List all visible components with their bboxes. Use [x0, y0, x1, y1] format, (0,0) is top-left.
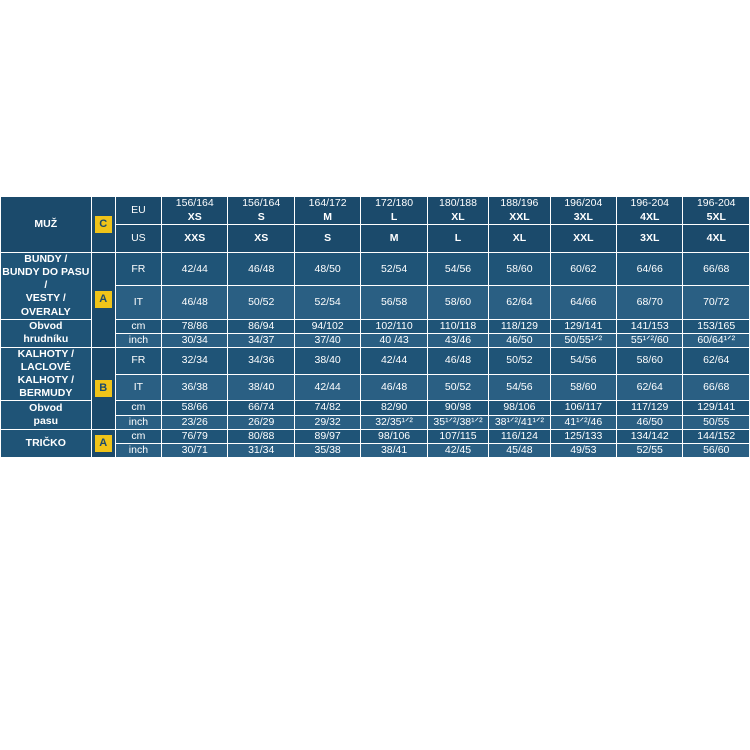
row-unit: FR: [115, 347, 161, 374]
column-header-eu-5: [489, 197, 550, 225]
cell-value: 30/34: [162, 333, 228, 347]
cell-value: 38/40: [294, 347, 360, 374]
cell-value: 46/50: [489, 333, 550, 347]
cell-value: 80/88: [228, 429, 294, 443]
column-header-eu-1: [228, 197, 294, 225]
group-badge-cell-0: [91, 253, 115, 348]
cell-value: 102/110: [361, 319, 427, 333]
cell-value: 64/66: [550, 286, 616, 319]
cell-value: 58/60: [550, 374, 616, 401]
cell-value: 49/53: [550, 443, 616, 457]
cell-value: 35¹ᐟ²/38¹ᐟ²: [427, 415, 488, 429]
column-height-8: 196-204: [683, 197, 749, 210]
cell-value: 68/70: [617, 286, 683, 319]
cell-value: 34/37: [228, 333, 294, 347]
group-badge-cell-2: [91, 429, 115, 457]
cell-value: 46/48: [427, 347, 488, 374]
column-header-eu-8: [683, 197, 750, 225]
column-size-eu-1: S: [257, 210, 265, 223]
cell-value: 118/129: [489, 319, 550, 333]
cell-value: 46/50: [617, 415, 683, 429]
column-header-eu-2: [294, 197, 360, 225]
column-size-us-5: XL: [489, 225, 550, 253]
cell-value: 58/66: [162, 401, 228, 415]
cell-value: 66/68: [683, 253, 750, 286]
group-label-0: BUNDY / BUNDY DO PASU / VESTY / OVERALY: [2, 253, 90, 318]
cell-value: 55¹ᐟ²/60: [617, 333, 683, 347]
cell-value: 43/46: [427, 333, 488, 347]
cell-value: 38/40: [228, 374, 294, 401]
column-height-5: 188/196: [489, 197, 549, 210]
cell-value: 50/52: [489, 347, 550, 374]
cell-value: 54/56: [427, 253, 488, 286]
cell-value: 90/98: [427, 401, 488, 415]
cell-value: 153/165: [683, 319, 750, 333]
cell-value: 98/106: [361, 429, 427, 443]
cell-value: 106/117: [550, 401, 616, 415]
group-badge-cell-1: [91, 347, 115, 429]
cell-value: 40 /43: [361, 333, 427, 347]
column-size-us-4: L: [427, 225, 488, 253]
column-size-us-8: 4XL: [683, 225, 750, 253]
cell-value: 50/55: [683, 415, 750, 429]
cell-value: 42/44: [361, 347, 427, 374]
group-label-2: TRIČKO: [1, 429, 92, 457]
group-label-1: KALHOTY / LACLOVÉ KALHOTY / BERMUDY: [1, 347, 92, 401]
column-header-eu-6: [550, 197, 616, 225]
cell-value: 26/29: [228, 415, 294, 429]
column-size-us-2: S: [294, 225, 360, 253]
cell-value: 66/68: [683, 374, 750, 401]
row-unit: cm: [115, 429, 161, 443]
cell-value: 29/32: [294, 415, 360, 429]
cell-value: 110/118: [427, 319, 488, 333]
column-header-eu-3: [361, 197, 427, 225]
badge-c-cell: [91, 197, 115, 253]
row-unit: FR: [115, 253, 161, 286]
group-sublabel-1: Obvod pasu: [1, 401, 92, 429]
column-height-2: 164/172: [295, 197, 360, 210]
cell-value: 66/74: [228, 401, 294, 415]
cell-value: 62/64: [617, 374, 683, 401]
size-table: [0, 196, 750, 458]
column-size-eu-2: M: [323, 210, 333, 223]
cell-value: 54/56: [550, 347, 616, 374]
cell-value: 52/54: [361, 253, 427, 286]
cell-value: 144/152: [683, 429, 750, 443]
cell-value: 52/54: [294, 286, 360, 319]
cell-value: 94/102: [294, 319, 360, 333]
column-size-eu-8: 5XL: [706, 210, 726, 223]
cell-value: 62/64: [489, 286, 550, 319]
cell-value: 23/26: [162, 415, 228, 429]
cell-value: 141/153: [617, 319, 683, 333]
row-unit: inch: [115, 333, 161, 347]
cell-value: 32/34: [162, 347, 228, 374]
row-unit: inch: [115, 415, 161, 429]
page-title: MUŽ: [1, 197, 92, 253]
cell-value: 125/133: [550, 429, 616, 443]
cell-value: 117/129: [617, 401, 683, 415]
cell-value: 30/71: [162, 443, 228, 457]
row-unit: IT: [115, 286, 161, 319]
cell-value: 42/45: [427, 443, 488, 457]
cell-value: 46/48: [228, 253, 294, 286]
cell-value: 129/141: [683, 401, 750, 415]
column-size-eu-6: 3XL: [573, 210, 593, 223]
cell-value: 70/72: [683, 286, 750, 319]
cell-value: 46/48: [361, 374, 427, 401]
cell-value: 56/60: [683, 443, 750, 457]
cell-value: 64/66: [617, 253, 683, 286]
badge-a: A: [95, 291, 112, 308]
cell-value: 32/35¹ᐟ²: [361, 415, 427, 429]
row-unit: IT: [115, 374, 161, 401]
cell-value: 58/60: [489, 253, 550, 286]
column-height-6: 196/204: [551, 197, 616, 210]
cell-value: 34/36: [228, 347, 294, 374]
cell-value: 54/56: [489, 374, 550, 401]
cell-value: 35/38: [294, 443, 360, 457]
cell-value: 42/44: [162, 253, 228, 286]
column-height-7: 196-204: [617, 197, 682, 210]
cell-value: 50/55¹ᐟ²: [550, 333, 616, 347]
badge-a: A: [95, 435, 112, 452]
column-size-eu-0: XS: [187, 210, 202, 223]
table-row: [1, 347, 750, 374]
cell-value: 50/52: [228, 286, 294, 319]
cell-value: 41¹ᐟ²/46: [550, 415, 616, 429]
row-unit: inch: [115, 443, 161, 457]
badge-b: B: [95, 380, 112, 397]
column-size-eu-3: L: [390, 210, 398, 223]
cell-value: 42/44: [294, 374, 360, 401]
cell-value: 98/106: [489, 401, 550, 415]
cell-value: 82/90: [361, 401, 427, 415]
column-size-us-0: XXS: [162, 225, 228, 253]
column-header-eu-4: [427, 197, 488, 225]
table-header-row-eu: [1, 197, 750, 225]
row-unit: cm: [115, 319, 161, 333]
cell-value: 38¹ᐟ²/41¹ᐟ²: [489, 415, 550, 429]
column-height-3: 172/180: [361, 197, 426, 210]
cell-value: 48/50: [294, 253, 360, 286]
column-size-us-6: XXL: [550, 225, 616, 253]
column-size-eu-4: XL: [451, 210, 465, 223]
column-size-us-7: 3XL: [617, 225, 683, 253]
cell-value: 58/60: [617, 347, 683, 374]
table-row: [1, 253, 750, 286]
column-size-eu-7: 4XL: [640, 210, 660, 223]
column-header-eu-0: [162, 197, 228, 225]
cell-value: 78/86: [162, 319, 228, 333]
cell-value: 46/48: [162, 286, 228, 319]
cell-value: 74/82: [294, 401, 360, 415]
column-height-0: 156/164: [162, 197, 227, 210]
cell-value: 37/40: [294, 333, 360, 347]
cell-value: 107/115: [427, 429, 488, 443]
cell-value: 31/34: [228, 443, 294, 457]
column-header-eu-7: [617, 197, 683, 225]
cell-value: 60/64¹ᐟ²: [683, 333, 750, 347]
cell-value: 89/97: [294, 429, 360, 443]
cell-value: 52/55: [617, 443, 683, 457]
cell-value: 86/94: [228, 319, 294, 333]
cell-value: 45/48: [489, 443, 550, 457]
cell-value: 60/62: [550, 253, 616, 286]
badge-c: C: [95, 216, 112, 233]
cell-value: 116/124: [489, 429, 550, 443]
cell-value: 38/41: [361, 443, 427, 457]
column-height-4: 180/188: [428, 197, 488, 210]
column-height-1: 156/164: [228, 197, 293, 210]
cell-value: 56/58: [361, 286, 427, 319]
column-size-eu-5: XXL: [509, 210, 530, 223]
cell-value: 36/38: [162, 374, 228, 401]
cell-value: 129/141: [550, 319, 616, 333]
column-size-us-1: XS: [228, 225, 294, 253]
unit-label-us: US: [115, 225, 161, 253]
unit-label-eu: EU: [115, 197, 161, 225]
cell-value: 76/79: [162, 429, 228, 443]
cell-value: 58/60: [427, 286, 488, 319]
cell-value: 50/52: [427, 374, 488, 401]
table-row: [1, 429, 750, 443]
row-unit: cm: [115, 401, 161, 415]
group-sublabel-0: Obvod hrudníku: [1, 319, 92, 347]
cell-value: 62/64: [683, 347, 750, 374]
column-size-us-3: M: [361, 225, 427, 253]
cell-value: 134/142: [617, 429, 683, 443]
